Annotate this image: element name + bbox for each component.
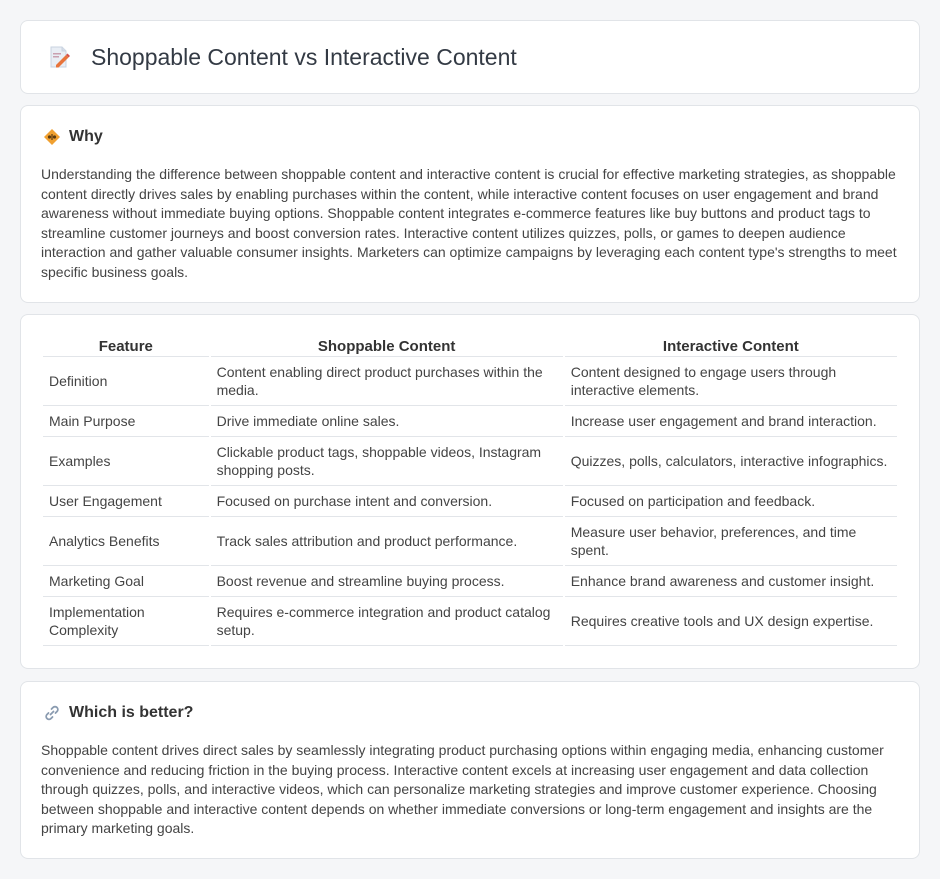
interactive-cell: Enhance brand awareness and customer insight. bbox=[565, 566, 897, 597]
comparison-table bbox=[41, 335, 899, 646]
feature-cell: Analytics Benefits bbox=[43, 517, 209, 566]
document-pencil-icon bbox=[47, 45, 71, 69]
feature-cell: Implementation Complexity bbox=[43, 597, 209, 646]
diamond-sign-icon bbox=[43, 128, 61, 146]
table-row bbox=[43, 406, 897, 437]
why-paragraph: Understanding the difference between shoppable content and interactive content is crucial for effective marketing strategies, as shoppable content directly drives sales by enabling purchases within the content, while interactive content focuses on user engagement and brand awareness without immediate buying options. Shoppable content integrates e-commerce features like buy buttons and product tags to streamline customer journeys and boost conversion rates. Interactive content utilizes quizzes, polls, or games to deepen audience interaction and gather valuable consumer insights. Marketers can optimize campaigns by leveraging each content type's strengths to meet specific business goals. bbox=[41, 166, 897, 280]
table-row bbox=[43, 357, 897, 406]
shoppable-cell: Track sales attribution and product performance. bbox=[211, 517, 563, 566]
title-card bbox=[20, 20, 920, 94]
shoppable-cell: Requires e-commerce integration and product catalog setup. bbox=[211, 597, 563, 646]
table-row bbox=[43, 437, 897, 486]
interactive-cell: Measure user behavior, preferences, and time spent. bbox=[565, 517, 897, 566]
link-icon bbox=[43, 704, 61, 722]
feature-cell: Main Purpose bbox=[43, 406, 209, 437]
page-title: Shoppable Content vs Interactive Content bbox=[91, 43, 517, 70]
which-is-better-section bbox=[20, 681, 920, 859]
column-header: Feature bbox=[43, 335, 209, 357]
interactive-cell: Requires creative tools and UX design expertise. bbox=[565, 597, 897, 646]
shoppable-cell: Focused on purchase intent and conversion. bbox=[211, 486, 563, 517]
table-row bbox=[43, 517, 897, 566]
shoppable-cell: Clickable product tags, shoppable videos, Instagram shopping posts. bbox=[211, 437, 563, 486]
interactive-cell: Quizzes, polls, calculators, interactive infographics. bbox=[565, 437, 897, 486]
interactive-cell: Content designed to engage users through interactive elements. bbox=[565, 357, 897, 406]
why-heading: Why bbox=[69, 128, 103, 145]
interactive-cell: Increase user engagement and brand interaction. bbox=[565, 406, 897, 437]
interactive-cell: Focused on participation and feedback. bbox=[565, 486, 897, 517]
feature-cell: Definition bbox=[43, 357, 209, 406]
table-row bbox=[43, 597, 897, 646]
feature-cell: User Engagement bbox=[43, 486, 209, 517]
table-header-row bbox=[43, 335, 897, 357]
column-header: Shoppable Content bbox=[211, 335, 563, 357]
why-section bbox=[20, 105, 920, 303]
shoppable-cell: Boost revenue and streamline buying process. bbox=[211, 566, 563, 597]
shoppable-cell: Drive immediate online sales. bbox=[211, 406, 563, 437]
which-is-better-paragraph: Shoppable content drives direct sales by seamlessly integrating product purchasing options within engaging media, enhancing customer convenience and reducing friction in the buying process. Interactive content excels at increasing user engagement and data collection through quizzes, polls, and interactive videos, which can personalize marketing strategies and improve customer experience. Choosing between shoppable and interactive content depends on whether immediate conversions or long-term engagement and insights are the primary marketing goals. bbox=[41, 742, 884, 837]
shoppable-cell: Content enabling direct product purchases within the media. bbox=[211, 357, 563, 406]
comparison-section bbox=[20, 314, 920, 669]
column-header: Interactive Content bbox=[565, 335, 897, 357]
feature-cell: Marketing Goal bbox=[43, 566, 209, 597]
table-row bbox=[43, 566, 897, 597]
feature-cell: Examples bbox=[43, 437, 209, 486]
which-is-better-heading: Which is better? bbox=[69, 704, 194, 721]
table-row bbox=[43, 486, 897, 517]
